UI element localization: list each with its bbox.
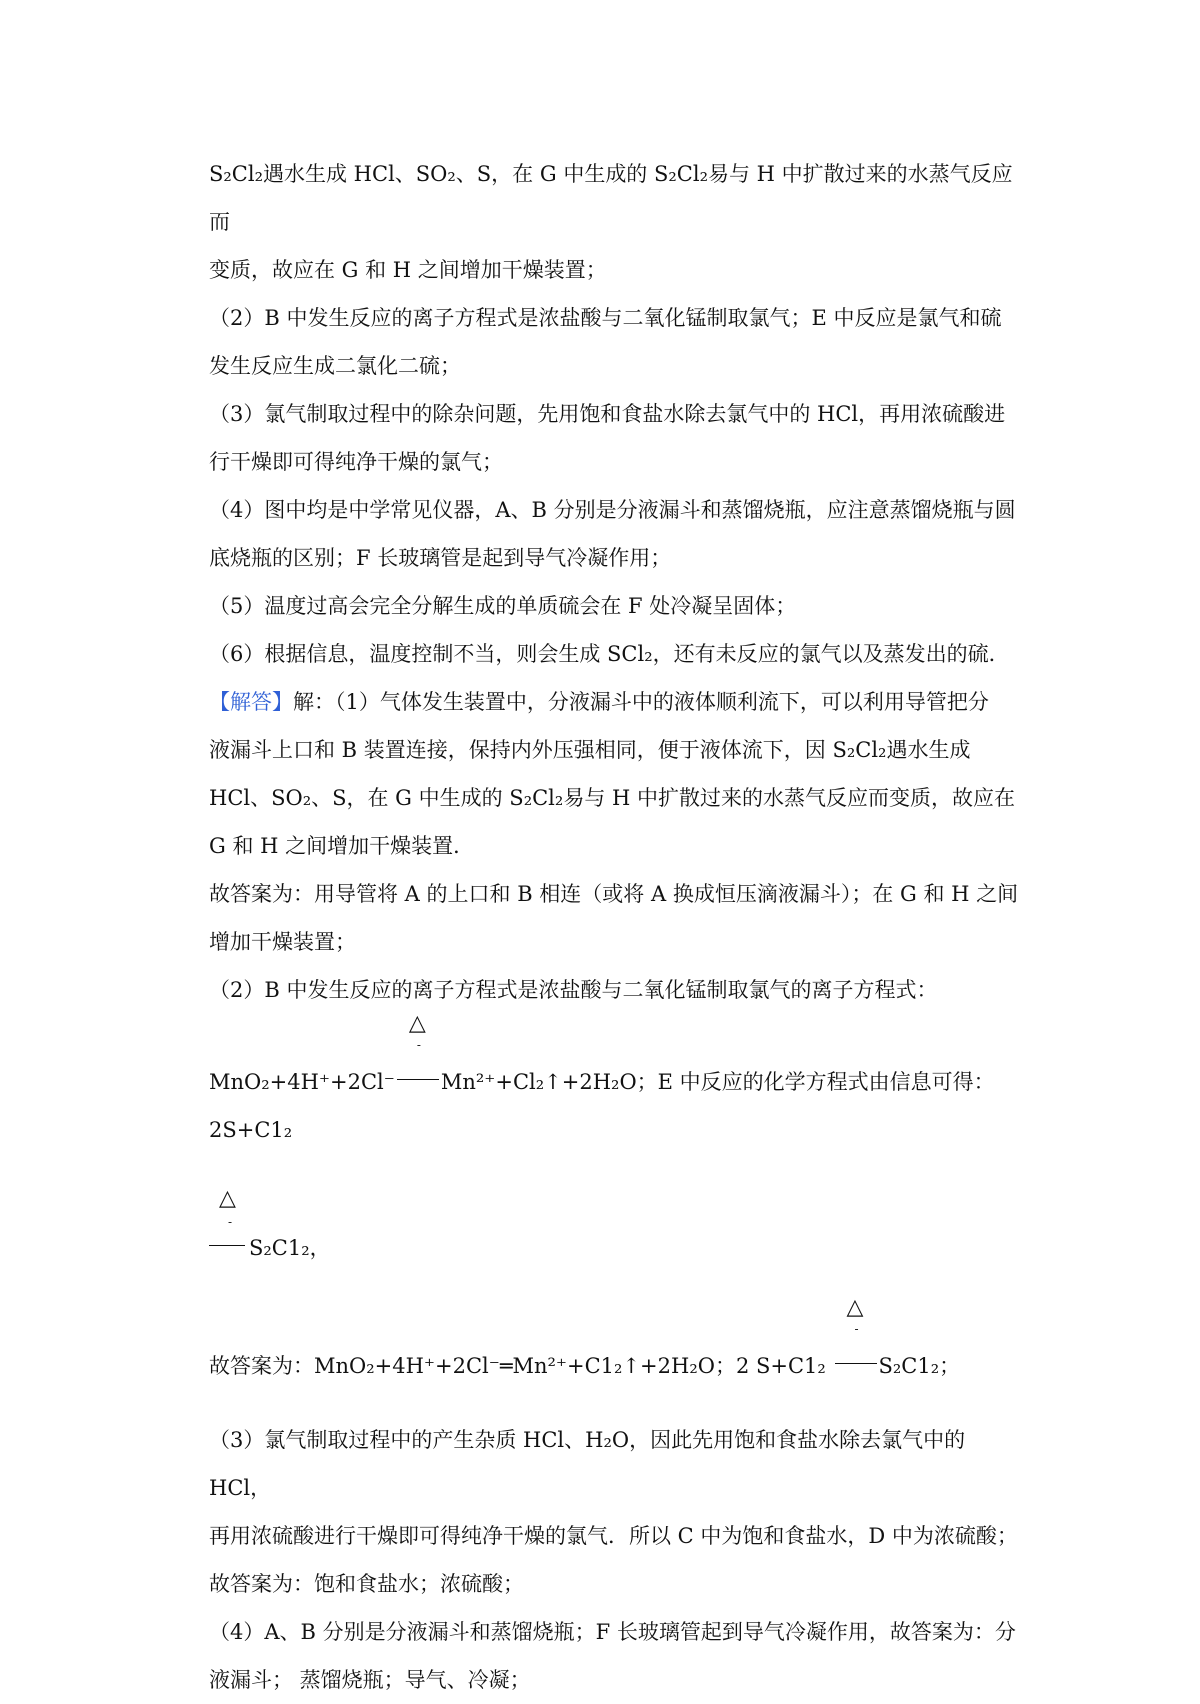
equation-spacer bbox=[209, 1272, 1020, 1342]
text-line: 底烧瓶的区别；F 长玻璃管是起到导气冷凝作用； bbox=[209, 546, 672, 570]
text-line: HCl、SO₂、S，在 G 中生成的 S₂Cl₂易与 H 中扩散过来的水蒸气反应而变质，故应在 bbox=[209, 786, 1015, 810]
equation-spacer bbox=[209, 1011, 1020, 1058]
heat-triangle-icon: △ bbox=[219, 1186, 236, 1211]
text-line: 再用浓硫酸进行干燥即可得纯净干燥的氯气．所以 C 中为饱和食盐水，D 中为浓硫酸； bbox=[209, 1524, 1018, 1548]
text-line: 液漏斗； 蒸馏烧瓶；导气、冷凝； bbox=[209, 1668, 531, 1692]
text-line: （2）B 中发生反应的离子方程式是浓盐酸与二氧化锰制取氯气；E 中反应是氯气和硫 bbox=[209, 306, 1002, 330]
reaction-arrow-bar bbox=[397, 1079, 439, 1080]
equation-answer-text: 故答案为：MnO₂+4H⁺+2Cl⁻═Mn²⁺+C1₂↑+2H₂O；2 S+C1₂ bbox=[209, 1354, 833, 1378]
answer-text: 解：（1）气体发生装置中，分液漏斗中的液体顺利流下，可以利用导管把分 bbox=[293, 690, 989, 714]
text-line: 变质，故应在 G 和 H 之间增加干燥装置； bbox=[209, 258, 607, 282]
condition-dash: - bbox=[228, 1215, 233, 1229]
equation-products: Mn²⁺+Cl₂↑+2H₂O；E 中反应的化学方程式由信息可得：2S+C1₂ bbox=[209, 1070, 995, 1142]
answer-line bbox=[209, 678, 1020, 726]
heating-condition bbox=[833, 1295, 879, 1373]
text-line: 增加干燥装置； bbox=[209, 930, 356, 954]
text-line: 行干燥即可得纯净干燥的氯气； bbox=[209, 450, 503, 474]
text-line: （2）B 中发生反应的离子方程式是浓盐酸与二氧化锰制取氯气的离子方程式： bbox=[209, 978, 938, 1002]
text-line: G 和 H 之间增加干燥装置． bbox=[209, 834, 475, 858]
text-line: （5）温度过高会完全分解生成的单质硫会在 F 处冷凝呈固体； bbox=[209, 594, 797, 618]
heat-triangle-icon: △ bbox=[846, 1295, 864, 1320]
condition-dash: - bbox=[854, 1322, 859, 1336]
heating-condition bbox=[395, 1011, 441, 1089]
equation-reactants: MnO₂+4H⁺+2Cl⁻ bbox=[209, 1070, 395, 1094]
text-line: （4）A、B 分别是分液漏斗和蒸馏烧瓶；F 长玻璃管起到导气冷凝作用，故答案为：分 bbox=[209, 1620, 1016, 1644]
text-line: S₂Cl₂遇水生成 HCl、SO₂、S，在 G 中生成的 S₂Cl₂易与 H 中扩散过来的水蒸气反应而 bbox=[209, 162, 1013, 234]
equation-products: S₂C1₂， bbox=[249, 1236, 331, 1260]
heat-triangle-icon: △ bbox=[408, 1011, 426, 1036]
text-line: （3）氯气制取过程中的产生杂质 HCl、H₂O，因此先用饱和食盐水除去氯气中的 HCl， bbox=[209, 1428, 966, 1500]
text-line: （3）氯气制取过程中的除杂问题，先用饱和食盐水除去氯气中的 HCl，再用浓硫酸进 bbox=[209, 402, 1006, 426]
condition-dash: - bbox=[416, 1038, 421, 1052]
text-line: 故答案为：饱和食盐水；浓硫酸； bbox=[209, 1572, 524, 1596]
answer-tag: 【解答】 bbox=[209, 690, 293, 714]
equation-answer-line bbox=[209, 1295, 1020, 1390]
equation-line bbox=[209, 1224, 1020, 1272]
equation-products: S₂C1₂； bbox=[878, 1354, 961, 1378]
reaction-bar-holder bbox=[209, 1235, 249, 1255]
text-line: 故答案为：用导管将 A 的上口和 B 相连（或将 A 换成恒压滴液漏斗）；在 G 和 H 之间 bbox=[209, 882, 1019, 906]
text-line: （6）根据信息，温度控制不当，则会生成 SCl₂，还有未反应的氯气以及蒸发出的硫． bbox=[209, 642, 1010, 666]
equation-spacer bbox=[209, 1390, 1020, 1416]
text-line: 发生反应生成二氯化二硫； bbox=[209, 354, 461, 378]
heating-condition-standalone bbox=[209, 1154, 1020, 1229]
reaction-arrow-bar bbox=[835, 1363, 877, 1364]
equation-line bbox=[209, 1011, 1020, 1154]
reaction-arrow-bar bbox=[209, 1245, 245, 1246]
text-line: （4）图中均是中学常见仪器，A、B 分别是分液漏斗和蒸馏烧瓶，应注意蒸馏烧瓶与圆 bbox=[209, 498, 1016, 522]
text-line: 液漏斗上口和 B 装置连接，保持内外压强相同，便于液体流下，因 S₂Cl₂遇水生成 bbox=[209, 738, 971, 762]
